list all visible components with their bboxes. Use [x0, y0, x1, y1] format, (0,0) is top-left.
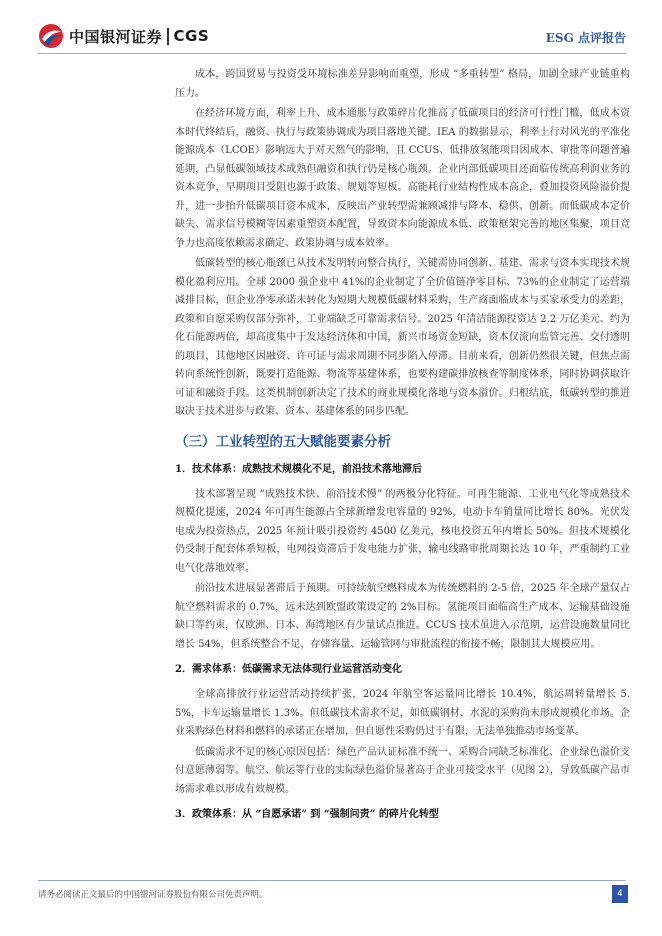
- header-divider: [38, 53, 626, 54]
- subsection-heading-policy: 3．政策体系：从 “自愿承诺” 到 “强制问责” 的碎片化转型: [175, 809, 439, 820]
- report-body: [175, 66, 630, 831]
- body-paragraph: 前沿技术进展显著滞后于预期。可持续航空燃料成本为传统燃料的 2-5 倍，2025 年全球产量仅占航空燃料需求的 0.7%，远未达到欧盟政策设定的 2%目标。氢能项目面临高生产成本、运输基础设施缺口等约束，仅欧洲、日本、海湾地区有少量试点推进。CCUS 技术虽进入示范期，运营设施数量同比增长 54%，但系统整合不足，存储容量、运输管网与审批流程的衔接不畅，限制其大规模应用。: [175, 583, 630, 650]
- logo-separator: [167, 28, 169, 45]
- page-number: 4: [612, 885, 628, 903]
- body-paragraph: 低碳需求不足的核心原因包括：绿色产品认证标准不统一、采购合同缺乏标准化、企业绿色溢价支付意愿薄弱等。航空、航运等行业的实际绿色溢价显著高于企业可接受水平（见图 2），导致低碳产品市场需求难以形成有效规模。: [175, 746, 630, 795]
- logo-english-name: CGS: [173, 27, 210, 45]
- company-logo: [38, 22, 209, 50]
- body-paragraph: 成本，跨国贸易与投资受环境标准差异影响而重塑，形成 “多重转型” 格局，加剧全球产业链重构压力。: [175, 69, 630, 99]
- report-type-label: ESG 点评报告: [545, 31, 626, 45]
- page-header: [0, 0, 662, 54]
- logo-chinese-name: 中国银河证券: [69, 27, 163, 46]
- subsection-heading-technology: 1．技术体系：成熟技术规模化不足，前沿技术落地滞后: [175, 463, 422, 475]
- footer-disclaimer: 请务必阅读正文最后的中国银河证券股份有限公司免责声明。: [38, 890, 268, 900]
- body-paragraph: 全球高排放行业运营活动持续扩张，2024 年航空客运量同比增长 10.4%，航运周转量增长 5.5%，卡车运输量增长 1.3%。但低碳技术需求不足，如低碳钢材、水泥的采购尚未形成规模化市场。企业采购绿色材料和燃料的承诺正在增加，但自愿性采购仍过于有限，无法单独推动市场变革。: [175, 689, 630, 737]
- logo-mark-icon: [38, 23, 64, 49]
- body-paragraph: 技术部署呈现 “成熟技术快、前沿技术慢” 的两极分化特征。可再生能源、工业电气化等成熟技术规模化提速，2024 年可再生能源占全球新增发电容量的 92%，电动卡车销量同比增长 80%。光伏发电成为投资热点，2025 年预计吸引投资约 4500 亿美元，核电投资五年内增长 50%。但技术规模化仍受制于配套体系短板，电网投资滞后于发电能力扩张，输电线路审批周期长达 10 年，严重制约工业电气化落地效率。: [175, 488, 630, 574]
- body-paragraph: 低碳转型的核心瓶颈已从技术发明转向整合执行，关键需协同创新、基建、需求与资本实现技术规模化盈利应用。全球 2000 强企业中 41%的企业制定了全价值链净零目标、73%的企业制定了运营端减排目标，但企业净零承诺未转化为短期大规模低碳材料采购，生产商面临成本与买家承受力的差距，政策和自愿采购仅部分弥补，工业端缺乏可靠需求信号。2025 年清洁能源投资达 2.2 万亿美元、约为化石能源两倍，却高度集中于发达经济体和中国，新兴市场资金短缺，资本仅流向监管完善、交付透明的项目，其他地区因融资、许可证与需求周期不同步陷入停滞。目前来看，创新仍然很关键，但焦点需转向系统性创新，既要打造能源、物流等基建体系，也要构建碳排放核查等制度体系，同时协调获取许可证和融资手段。这类机制创新决定了技术的商业规模化落地与资本溢价。归根结底，低碳转型的推进取决于技术进步与政策、资本、基建体系的同步匹配。: [175, 258, 630, 417]
- subsection-heading-demand: 2．需求体系：低碳需求无法体现行业运营活动变化: [175, 664, 402, 675]
- footer-divider: [38, 880, 626, 881]
- body-paragraph: 在经济环境方面，利率上升、成本通胀与政策碎片化推高了低碳项目的经济可行性门槛，低成本资本时代终结后，融资、执行与政策协调成为项目落地关键。IEA 的数据显示，利率上行对风光的平准化能源成本（LCOE）影响远大于对天然气的影响，且 CCUS、低排放氢能项目因成本、审批等问题普遍延期，凸显低碳领域技术成熟但融资和执行仍是核心瓶颈。企业内部低碳项目还面临传统高利润业务的资本竞争，早期项目受阻也源于政策、规划等短板。高能耗行业结构性成本高企，叠加投资风险溢价提升，进一步抬升低碳项目资本成本，反映出产业转型需兼顾减排与降本、稳供、创新。而低碳成本定价缺失、需求信号模糊等因素重塑资本配置，导致资本向能源成本低、政策框架完善的地区集聚，项目竞争力也高度依赖需求确定、政策协调与成本效率。: [175, 108, 630, 249]
- section-heading: （三）工业转型的五大赋能要素分析: [175, 433, 391, 450]
